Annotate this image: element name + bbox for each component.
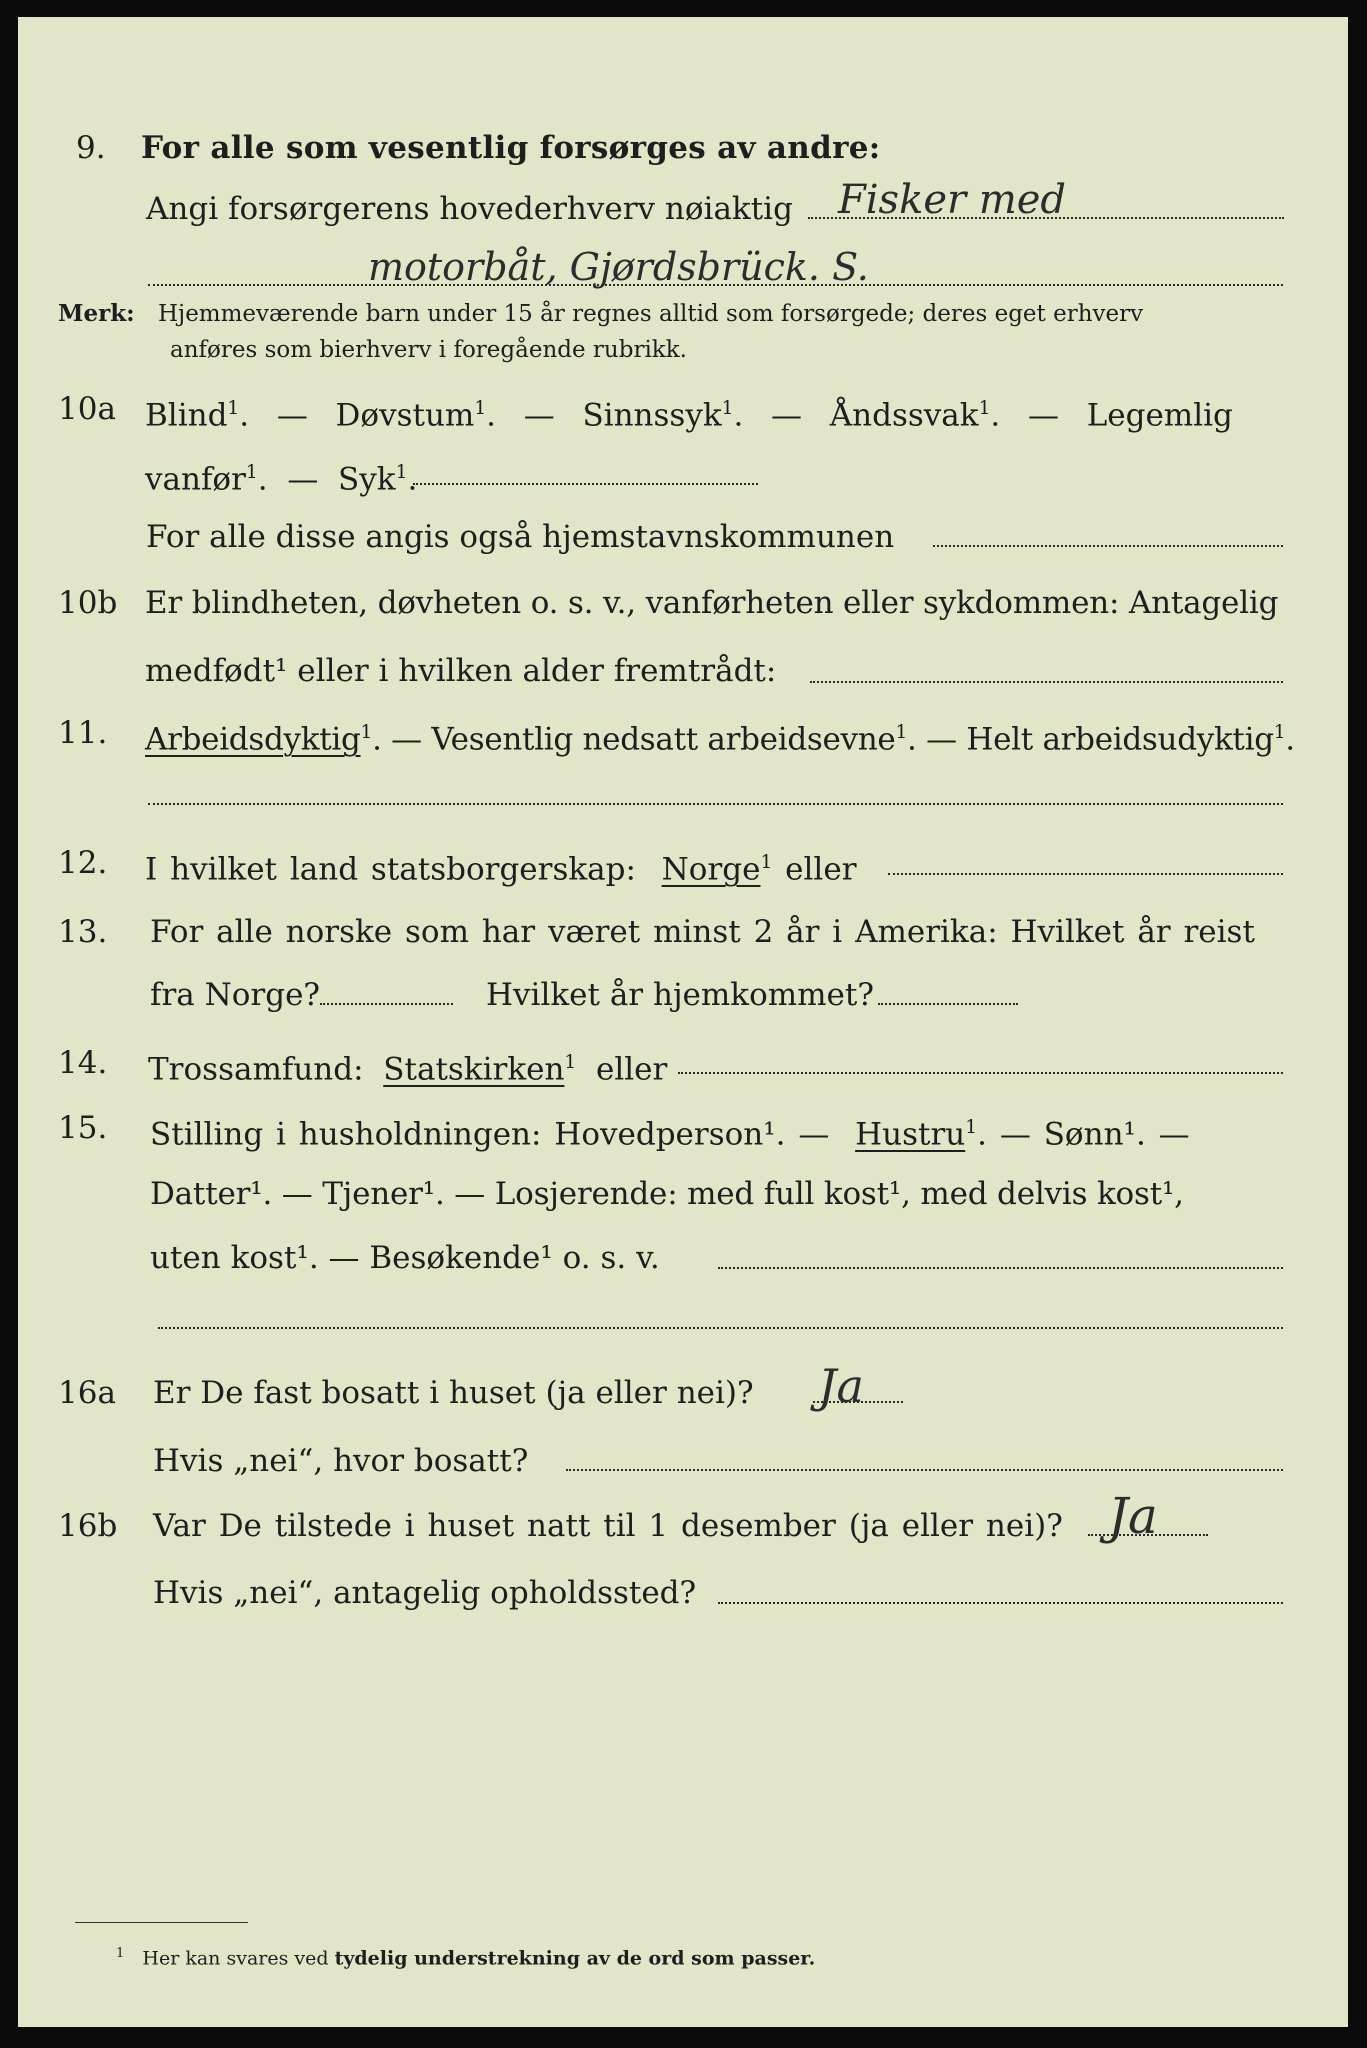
q13-return-line <box>878 1003 1018 1005</box>
q16b-line-1: Var De tilstede i huset natt til 1 desember (ja eller nei)? <box>153 1508 1063 1544</box>
q10a-line-1: Blind$^1$. — Døvstum$^1$. — Sinnssyk$^1$. — Åndssvak$^1$. — Legemlig <box>145 397 1233 434</box>
q14-answer-line <box>678 1072 1283 1074</box>
q10a-number: 10a <box>58 391 116 427</box>
q15-number: 15. <box>58 1110 108 1146</box>
q10a-sinnssyk: Sinnssyk <box>582 397 722 434</box>
merk-line-2: anføres som bierhverv i foregående rubrikk. <box>170 337 687 363</box>
q10a-syk: Syk <box>338 461 396 498</box>
q11-answer-line <box>148 803 1283 805</box>
q11-number: 11. <box>58 715 108 751</box>
q12-number: 12. <box>58 845 108 881</box>
q11-vesentlig: — Vesentlig nedsatt arbeidsevne <box>391 721 896 758</box>
q10a-hometown-line <box>933 545 1283 547</box>
q16a-handwritten-answer: Ja <box>818 1359 864 1413</box>
merk-label: Merk: <box>58 300 135 327</box>
q16a-number: 16a <box>58 1375 116 1411</box>
q16a-line-1: Er De fast bosatt i huset (ja eller nei)? <box>153 1375 754 1411</box>
q11-helt: — Helt arbeidsudyktig <box>926 721 1274 758</box>
q15-line-2: Datter¹. — Tjener¹. — Losjerende: med full kost¹, med delvis kost¹, <box>150 1176 1184 1212</box>
q10a-legemlig: Legemlig <box>1086 397 1233 434</box>
q10b-number: 10b <box>58 585 118 621</box>
q9-provider-occupation-label: Angi forsørgerens hovederhverv nøiaktig <box>146 191 793 227</box>
q12-answer-line <box>888 873 1283 875</box>
q13-departure-line <box>320 1003 453 1005</box>
q13-line-2b: Hvilket år hjemkommet? <box>486 977 874 1013</box>
q13-number: 13. <box>58 914 108 950</box>
q10a-vanfor: vanfør <box>145 461 246 498</box>
q9-handwriting-1: Fisker med <box>838 177 1067 223</box>
q10a-andssvak: Åndssvak <box>829 397 979 434</box>
q10b-answer-line <box>810 681 1283 683</box>
q15-answer-line-1 <box>718 1267 1283 1269</box>
q10a-answer-line <box>413 483 758 485</box>
q15-line-3: uten kost¹. — Besøkende¹ o. s. v. <box>150 1240 660 1276</box>
q14-statskirken: Statskirken <box>383 1051 565 1088</box>
q10b-line-1: Er blindheten, døvheten o. s. v., vanførheten eller sykdommen: Antagelig <box>145 585 1279 621</box>
q11-arbeidsdyktig: Arbeidsdyktig <box>145 721 361 758</box>
q12-norge: Norge <box>661 851 761 888</box>
q10a-line-2: vanfør$^1$. — Syk$^1$. <box>145 461 418 498</box>
q12-line: I hvilket land statsborgerskap: Norge$^1$ eller <box>145 851 857 888</box>
footnote-rule <box>75 1922 248 1923</box>
q16a-residence-line <box>566 1469 1283 1471</box>
q16b-handwritten-answer: Ja <box>1108 1487 1158 1545</box>
q15-line-1: Stilling i husholdningen: Hovedperson¹. — Hustru$^1$. — Sønn¹. — <box>150 1116 1190 1153</box>
q15-answer-line-2 <box>158 1327 1283 1329</box>
q9-number: 9. <box>76 130 106 166</box>
q16b-whereabouts-line <box>718 1602 1283 1604</box>
q16b-line-2: Hvis „nei“, antagelig opholdssted? <box>153 1575 697 1611</box>
q10a-blind: Blind <box>145 397 228 434</box>
q10a-line-3: For alle disse angis også hjemstavnskommunen <box>146 519 895 555</box>
q10a-dovstum: Døvstum <box>335 397 475 434</box>
q9-handwriting-2: motorbåt, Gjørdsbrück. S. <box>368 245 869 289</box>
q13-line-2a: fra Norge? <box>150 977 321 1013</box>
footnote-text-bold: tydelig understrekning av de ord som passer. <box>334 1947 816 1970</box>
q16b-number: 16b <box>58 1508 118 1544</box>
footnote-text: Her kan svares ved <box>142 1947 329 1970</box>
footnote-marker: 1 <box>116 1946 125 1961</box>
q15-hustru: Hustru <box>855 1116 966 1153</box>
q14-number: 14. <box>58 1045 108 1081</box>
footnote <box>116 1942 815 1970</box>
q9-title: For alle som vesentlig forsørges av andre: <box>141 130 881 166</box>
q16a-line-2: Hvis „nei“, hvor bosatt? <box>153 1443 529 1479</box>
q13-line-1: For alle norske som har været minst 2 år i Amerika: Hvilket år reist <box>150 914 1255 950</box>
census-form-page <box>18 17 1348 2027</box>
q11-line: Arbeidsdyktig$^1$. — Vesentlig nedsatt arbeidsevne$^1$. — Helt arbeidsudyktig$^1$. <box>145 721 1295 758</box>
q10b-line-2: medfødt¹ eller i hvilken alder fremtrådt: <box>145 653 777 689</box>
merk-line-1: Hjemmeværende barn under 15 år regnes alltid som forsørgede; deres eget erhverv <box>158 301 1144 327</box>
q14-line: Trossamfund: Statskirken$^1$ eller <box>148 1051 668 1088</box>
